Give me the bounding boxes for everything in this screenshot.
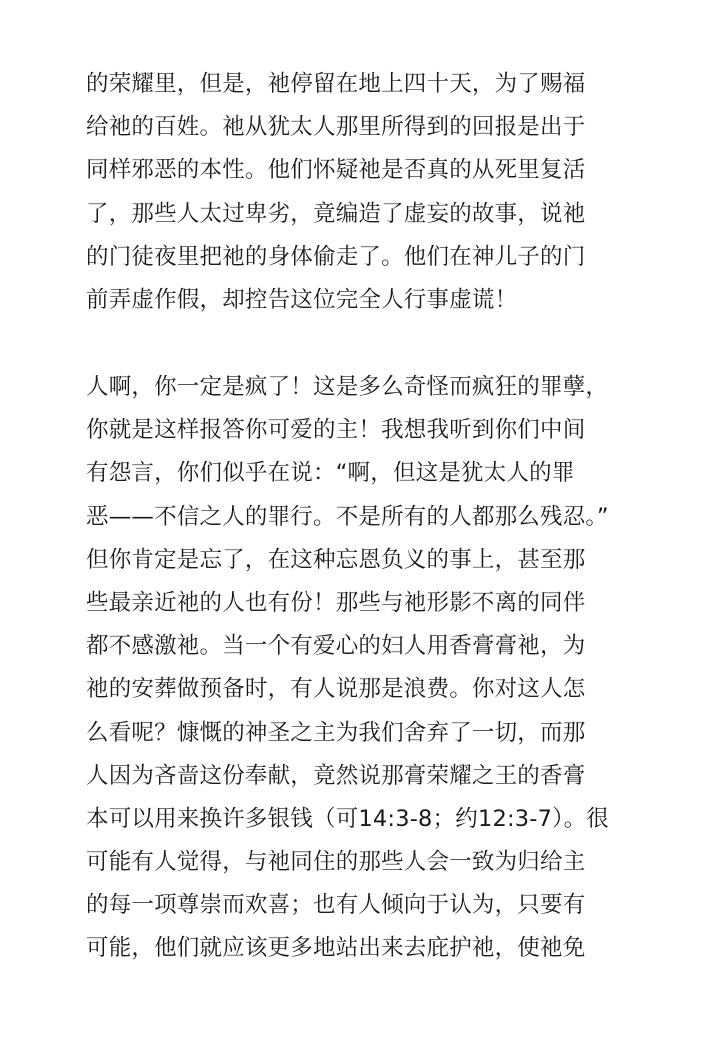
text-line: 人啊，你一定是疯了！这是多么奇怪而疯狂的罪孽， [86, 374, 609, 400]
text-line: 祂的安葬做预备时，有人说那是浪费。你对这人怎 [86, 676, 586, 703]
text-line: 了，那些人太过卑劣，竟编造了虚妄的故事，说祂 [86, 200, 586, 227]
text-line: 本可以用来换许多银钱（可14:3-8；约12:3-7）。很 [86, 805, 609, 832]
text-line: 都不感激祂。当一个有爱心的妇人用香膏膏祂，为 [86, 633, 586, 660]
text-line: 同样邪恶的本性。他们怀疑祂是否真的从死里复活 [86, 157, 586, 184]
paragraph-2 [86, 366, 706, 971]
text-line: 但你肯定是忘了，在这种忘恩负义的事上，甚至那 [86, 546, 586, 573]
paragraph-1 [86, 63, 706, 322]
text-line: 可能，他们就应该更多地站出来去庇护祂，使祂免 [86, 935, 586, 962]
text-line: 给祂的百姓。祂从犹太人那里所得到的回报是出于 [86, 114, 586, 141]
text-line: 有怨言，你们似乎在说：“啊，但这是犹太人的罪 [86, 460, 575, 487]
text-line: 些最亲近祂的人也有份！那些与祂形影不离的同伴 [86, 589, 586, 616]
text-line: 的荣耀里，但是，祂停留在地上四十天，为了赐福 [86, 71, 586, 97]
text-line: 人因为吝啬这份奉献，竟然说那膏荣耀之王的香膏 [86, 762, 586, 789]
text-line: 恶——不信之人的罪行。不是所有的人都那么残忍。” [86, 503, 609, 530]
text-line: 前弄虚作假，却控告这位完全人行事虚谎！ [86, 286, 518, 313]
text-line: 么看呢？慷慨的神圣之主为我们舍弃了一切，而那 [86, 719, 586, 746]
text-line: 你就是这样报答你可爱的主！我想我听到你们中间 [86, 417, 586, 444]
text-line: 可能有人觉得，与祂同住的那些人会一致为归给主 [86, 849, 586, 876]
text-line: 的每一项尊崇而欢喜；也有人倾向于认为，只要有 [86, 892, 586, 919]
text-line: 的门徒夜里把祂的身体偷走了。他们在神儿子的门 [86, 243, 586, 270]
